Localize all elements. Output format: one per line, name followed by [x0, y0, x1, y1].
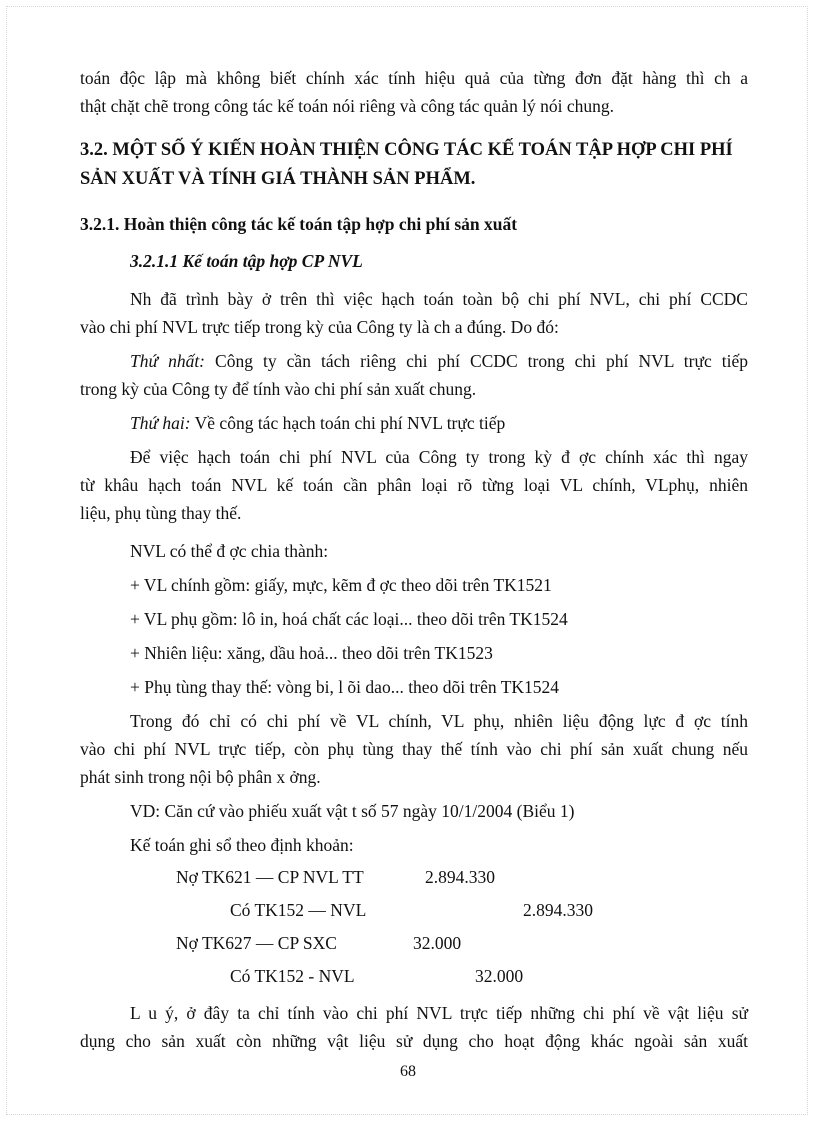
paragraph-1-line-2: vào chi phí NVL trực tiếp trong kỳ của Công ty là ch a đúng. Do đó: — [80, 317, 559, 337]
subsection-heading: 3.2.1. Hoàn thiện công tác kế toán tập hợp chi phí sản xuất — [80, 214, 518, 234]
entry-amount: 2.894.330 — [523, 900, 593, 920]
paragraph-2-line-1: Để việc hạch toán chi phí NVL của Công ty trong kỳ đ ợc chính xác thì ngay — [130, 447, 748, 467]
page-number: 68 — [400, 1063, 416, 1080]
subsubsection-heading: 3.2.1.1 Kế toán tập hợp CP NVL — [130, 251, 363, 271]
list-item-1: + VL chính gồm: giấy, mực, kẽm đ ợc theo dõi trên TK1521 — [130, 575, 552, 595]
list-item-3: + Nhiên liệu: xăng, dầu hoả... theo dõi trên TK1523 — [130, 643, 493, 663]
example-line: VD: Căn cứ vào phiếu xuất vật t số 57 ngày 10/1/2004 (Biểu 1) — [130, 801, 575, 821]
entry-amount: 2.894.330 — [425, 867, 495, 887]
first-point-text: Công ty cần tách riêng chi phí CCDC trong chi phí NVL trực tiếp — [205, 351, 749, 371]
journal-entry — [80, 861, 748, 894]
list-item-2: + VL phụ gồm: lô in, hoá chất các loại... theo dõi trên TK1524 — [130, 609, 568, 629]
paragraph-1-line-1: Nh đã trình bày ở trên thì việc hạch toán toàn bộ chi phí NVL, chi phí CCDC — [130, 289, 748, 309]
second-point-text: Về công tác hạch toán chi phí NVL trực tiếp — [190, 413, 506, 433]
second-point — [80, 409, 748, 437]
intro-line-1: toán độc lập mà không biết chính xác tính hiệu quả của từng đơn đặt hàng thì ch a — [80, 68, 748, 88]
journal-entry — [80, 960, 748, 993]
nvl-intro: NVL có thể đ ợc chia thành: — [130, 541, 329, 561]
paragraph-2-line-3: liệu, phụ tùng thay thế. — [80, 503, 242, 523]
entry-amount: 32.000 — [413, 933, 462, 953]
entry-account: Nợ TK621 — CP NVL TT — [176, 867, 364, 887]
first-point-label: Thứ nhất: — [130, 351, 206, 371]
note-line-1: L u ý, ở đây ta chỉ tính vào chi phí NVL trực tiếp những chi phí về vật liệu sử — [130, 1003, 748, 1023]
journal-entries — [80, 861, 748, 993]
first-point-line-1 — [80, 347, 748, 375]
section-heading: 3.2. MỘT SỐ Ý KIẾN HOÀN THIỆN CÔNG TÁC KẾ TOÁN TẬP HỢP CHI PHÍ SẢN XUẤT VÀ TÍNH GIÁ THÀNH SẢN PHẨM. — [80, 140, 733, 189]
first-point-line-2: trong kỳ của Công ty để tính vào chi phí sản xuất chung. — [80, 379, 477, 399]
list-item-4: + Phụ tùng thay thế: vòng bi, l õi dao... theo dõi trên TK1524 — [130, 677, 560, 697]
document-body — [80, 64, 748, 1055]
entry-account: Có TK152 — NVL — [230, 900, 367, 920]
note-line-2: dụng cho sản xuất còn những vật liệu sử dụng cho hoạt động khác ngoài sản xuất — [80, 1031, 748, 1051]
booking-intro: Kế toán ghi sổ theo định khoản: — [130, 835, 354, 855]
journal-entry — [80, 927, 748, 960]
paragraph-2-line-2: từ khâu hạch toán NVL kế toán cần phân loại rõ từng loại VL chính, VLphụ, nhiên — [80, 475, 748, 495]
intro-line-2: thật chặt chẽ trong công tác kế toán nói riêng và công tác quản lý nói chung. — [80, 96, 615, 116]
entry-account: Có TK152 - NVL — [230, 966, 355, 986]
second-point-label: Thứ hai: — [130, 413, 191, 433]
journal-entry — [80, 894, 748, 927]
paragraph-3-line-1: Trong đó chỉ có chi phí về VL chính, VL phụ, nhiên liệu động lực đ ợc tính — [130, 711, 748, 731]
entry-account: Nợ TK627 — CP SXC — [176, 933, 337, 953]
entry-amount: 32.000 — [475, 966, 524, 986]
paragraph-3-line-2: vào chi phí NVL trực tiếp, còn phụ tùng thay thế tính vào chi phí sản xuất chung nếu — [80, 739, 748, 759]
paragraph-3-line-3: phát sinh trong nội bộ phân x ởng. — [80, 767, 321, 787]
